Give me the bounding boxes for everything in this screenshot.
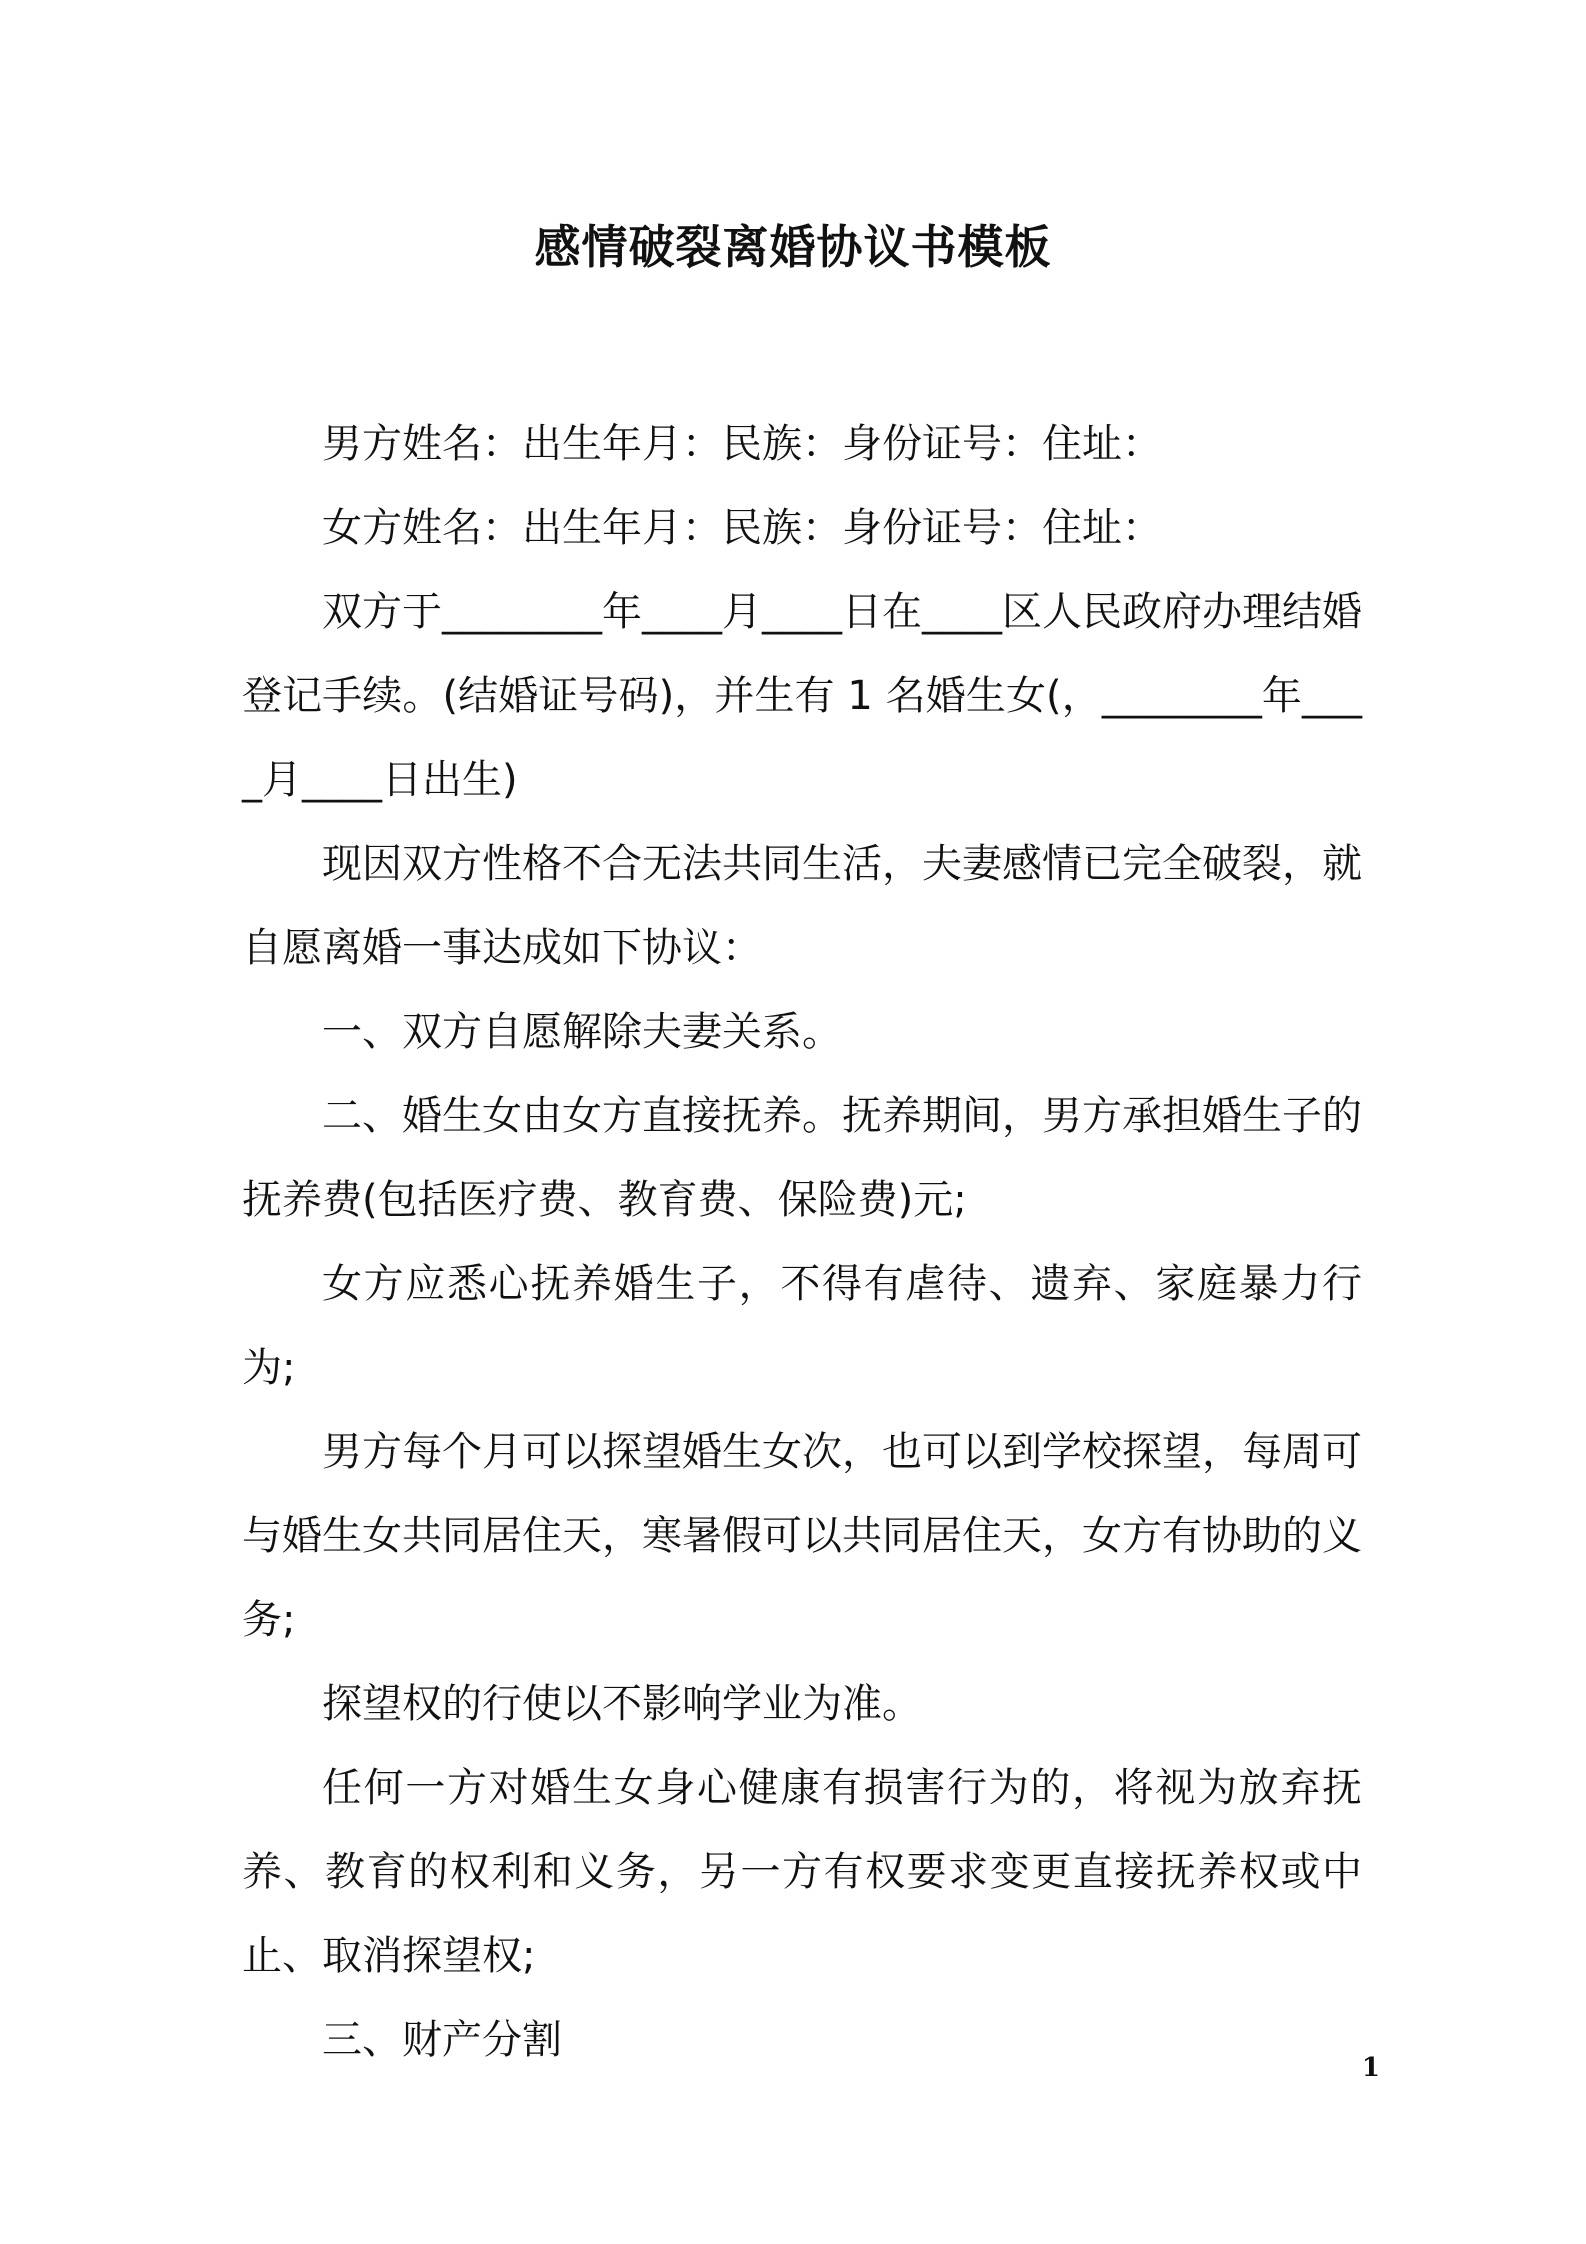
paragraph-visitation: 男方每个月可以探望婚生女次，也可以到学校探望，每周可与婚生女共同居住天，寒暑假可以共同居住天，女方有协助的义务; [242,1429,1362,1643]
paragraph-male-info: 男方姓名：出生年月：民族：身份证号：住址： [322,421,1162,467]
document-body [242,402,1362,2082]
document-title: 感情破裂离婚协议书模板 [534,220,1052,274]
paragraph-harm-clause: 任何一方对婚生女身心健康有损害行为的，将视为放弃抚养、教育的权利和义务，另一方有权要求变更直接抚养权或中止、取消探望权; [242,1765,1362,1979]
paragraph-visitation-limit: 探望权的行使以不影响学业为准。 [322,1681,922,1727]
paragraph-clause-one: 一、双方自愿解除夫妻关系。 [322,1009,842,1055]
paragraph-female-info: 女方姓名：出生年月：民族：身份证号：住址： [322,505,1162,551]
paragraph-divorce-reason: 现因双方性格不合无法共同生活，夫妻感情已完全破裂，就自愿离婚一事达成如下协议： [242,841,1362,971]
paragraph-clause-three: 三、财产分割 [322,2017,562,2063]
paragraph-marriage-registration: 双方于________年____月____日在____区人民政府办理结婚登记手续。(结婚证号码)，并生有 1 名婚生女(，________年____月____日出生) [242,589,1362,803]
paragraph-clause-two: 二、婚生女由女方直接抚养。抚养期间，男方承担婚生子的抚养费(包括医疗费、教育费、保险费)元; [242,1093,1362,1223]
paragraph-upbringing-duty: 女方应悉心抚养婚生子，不得有虐待、遗弃、家庭暴力行为; [242,1261,1362,1391]
page-number: 1 [1361,2053,1380,2083]
